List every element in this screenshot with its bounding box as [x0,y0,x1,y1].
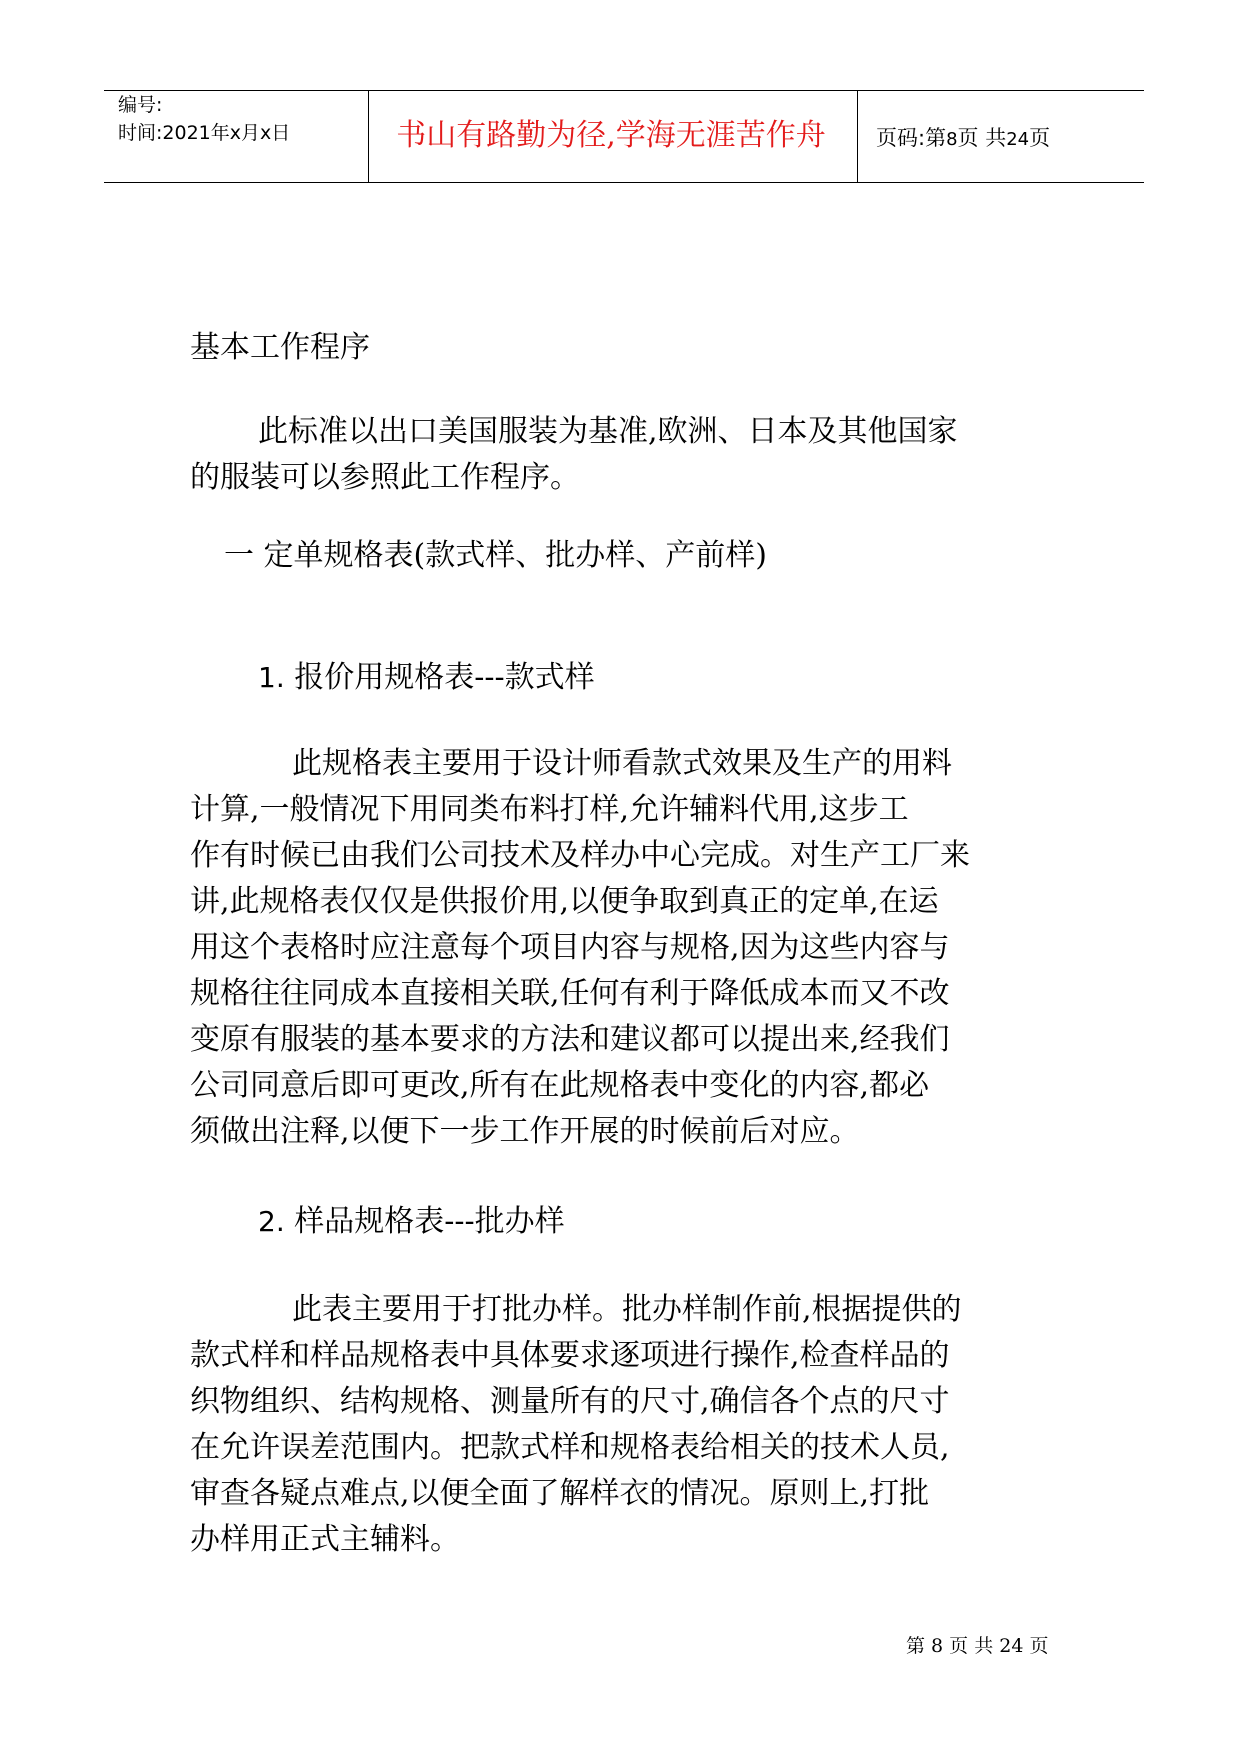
body-line: 作有时候已由我们公司技术及样办中心完成。对生产工厂来 [190,838,970,873]
header-motto: 书山有路勤为径,学海无涯苦作舟 [396,118,826,153]
body-line: 织物组织、结构规格、测量所有的尺寸,确信各个点的尺寸 [190,1384,950,1419]
body-line: 办样用正式主辅料。 [190,1522,460,1557]
page-suffix: 页 [1029,126,1051,150]
body-line: 此规格表主要用于设计师看款式效果及生产的用料 [292,746,952,781]
header-bottom-rule [104,182,1144,183]
page-footer: 第 8 页 共 24 页 [906,1635,1049,1657]
section-heading: 一 定单规格表(款式样、批办样、产前样) [224,538,767,573]
item2-body [190,1287,1070,1563]
page-current: 8 [946,129,958,150]
header-divider-right [857,90,858,182]
doc-title: 基本工作程序 [190,330,370,365]
body-line: 公司同意后即可更改,所有在此规格表中变化的内容,都必 [190,1068,930,1103]
body-line: 变原有服装的基本要求的方法和建议都可以提出来,经我们 [190,1022,950,1057]
item1-heading [258,658,595,698]
serial-label: 编号: [118,94,163,116]
time-label: 时间:2021年x月x日 [118,122,291,144]
item1-number: 1. [258,661,285,694]
item1-title: 报价用规格表---款式样 [294,660,595,695]
body-line: 此表主要用于打批办样。批办样制作前,根据提供的 [292,1292,962,1327]
body-line: 讲,此规格表仅仅是供报价用,以便争取到真正的定单,在运 [190,884,939,919]
body-line: 规格往往同成本直接相关联,任何有利于降低成本而又不改 [190,976,950,1011]
item2-heading [258,1202,565,1242]
item2-number: 2. [258,1205,285,1238]
body-line: 须做出注释,以便下一步工作开展的时候前后对应。 [190,1114,860,1149]
item1-body [190,741,1070,1155]
page-total: 24 [1006,129,1030,150]
intro-line: 的服装可以参照此工作程序。 [190,460,580,495]
header-top-rule [104,90,1144,91]
body-line: 计算,一般情况下用同类布料打样,允许辅料代用,这步工 [190,792,909,827]
body-line: 在允许误差范围内。把款式样和规格表给相关的技术人员, [190,1430,950,1465]
body-line: 审查各疑点难点,以便全面了解样衣的情况。原则上,打批 [190,1476,930,1511]
intro-line: 此标准以出口美国服装为基准,欧洲、日本及其他国家 [258,414,958,449]
page-mid: 页 共 [957,126,1007,150]
page-prefix: 页码:第 [876,126,947,150]
item2-title: 样品规格表---批办样 [294,1204,565,1239]
header-page-code [876,126,1050,152]
body-line: 用这个表格时应注意每个项目内容与规格,因为这些内容与 [190,930,950,965]
intro-paragraph [190,409,1070,501]
body-line: 款式样和样品规格表中具体要求逐项进行操作,检查样品的 [190,1338,950,1373]
